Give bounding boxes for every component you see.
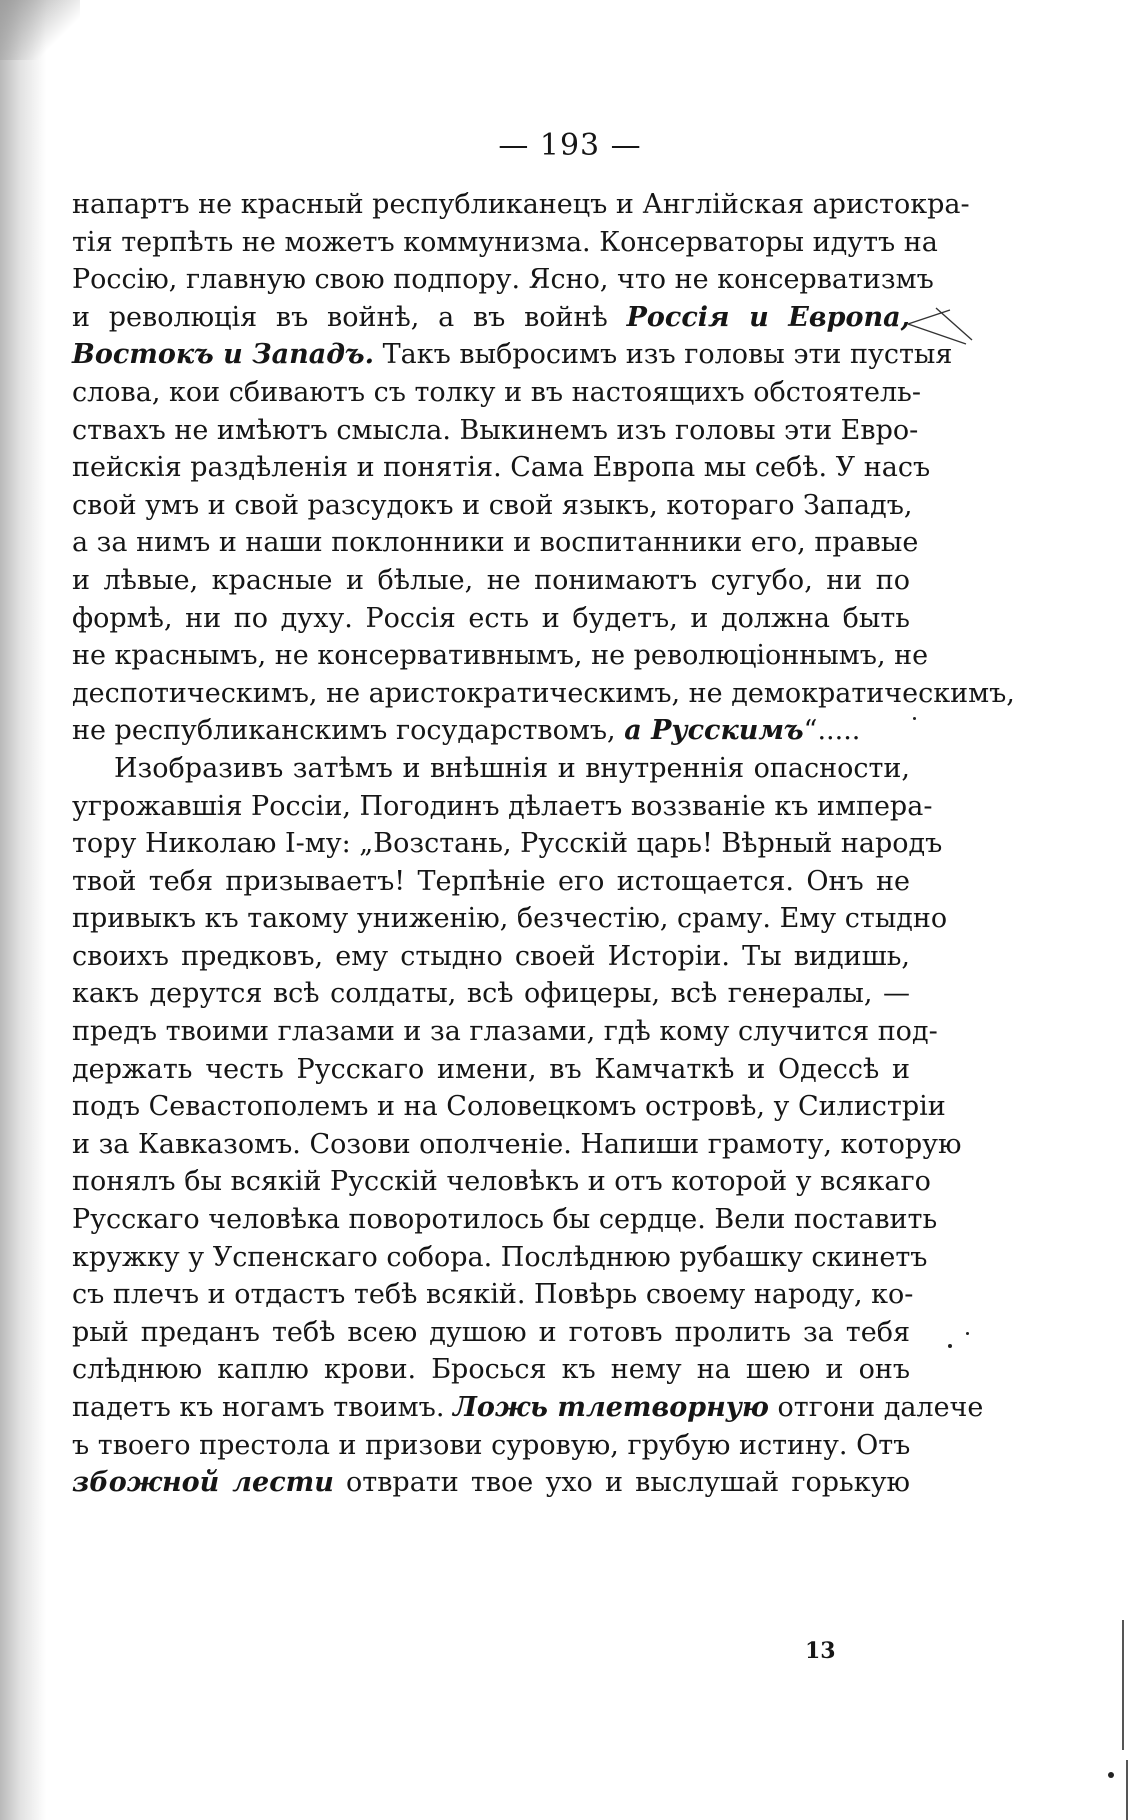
text-line: слова, кои сбиваютъ съ толку и въ настоящихъ обстоятель- [72,376,921,408]
corner-shadow [0,0,80,60]
page-number: — 193 — [498,128,642,163]
text-line: ъ твоего престола и призови суровую, грубую истину. Отъ [72,1429,911,1461]
text-line: а за нимъ и наши поклонники и воспитанники его, правые [72,527,919,559]
paragraph-start-line: Изобразивъ затѣмъ и внѣшнія и внутреннія опасности, [114,752,910,784]
text-line: деспотическимъ, не аристократическимъ, не демократическимъ, [72,677,1015,709]
text-line: подъ Севастополемъ и на Соловецкомъ островѣ, у Силистріи [72,1091,946,1123]
text-line: кружку у Успенскаго собора. Послѣднюю рубашку скинетъ [72,1241,928,1273]
text-line: збожной лести отврати твое ухо и выслушай горькую [72,1467,910,1499]
text-line: и революція въ войнѣ, а въ войнѣ Россія и Европа, [72,301,910,333]
paper-speck [1108,1772,1114,1778]
text-line: предъ твоими глазами и за глазами, гдѣ кому случится под- [72,1016,938,1048]
text-line: не республиканскимъ государствомъ, а Русскимъ“..... [72,715,861,747]
pen-annotation-mark [906,300,980,350]
paper-speck [913,717,916,720]
text-line: какъ дерутся всѣ солдаты, всѣ офицеры, всѣ генералы, — [72,978,910,1010]
text-line: Россію, главную свою подпору. Ясно, что не консерватизмъ [72,264,934,296]
text-line: пейскія раздѣленія и понятія. Сама Европа мы себѣ. У насъ [72,452,931,484]
text-line: падетъ къ ногамъ твоимъ. Ложь тлетворную отгони далече [72,1392,984,1423]
text-line: напартъ не красный республиканецъ и Англійская аристокра- [72,189,970,220]
text-line: рый преданъ тебѣ всею душою и готовъ пролить за тебя [72,1316,910,1348]
text-line: держать честь Русскаго имени, въ Камчаткѣ и Одессѣ и [72,1053,910,1085]
text-line: свой умъ и свой разсудокъ и свой языкъ, котораго Западъ, [72,489,913,521]
text-line: тія терпѣть не можетъ коммунизма. Консерваторы идутъ на [72,226,938,258]
text-line: привыкъ къ такому униженію, безчестію, сраму. Ему стыдно [72,903,948,935]
text-line: не краснымъ, не консервативнымъ, не революціоннымъ, не [72,640,929,672]
text-line: и за Кавказомъ. Созови ополченіе. Напиши грамоту, которую [72,1128,962,1160]
text-line: формѣ, ни по духу. Россія есть и будетъ, и должна быть [72,602,910,634]
page-edge-line [1122,1620,1124,1750]
page-edge-shadow [0,0,46,1820]
text-line: угрожавшія Россіи, Погодинъ дѣлаетъ воззваніе къ импера- [72,790,933,822]
paper-speck [966,1332,969,1335]
text-line: Востокъ и Западъ. Такъ выбросимъ изъ головы эти пустыя [72,339,953,371]
text-line: своихъ предковъ, ему стыдно своей Исторіи. Ты видишь, [72,940,910,972]
signature-mark: 13 [805,1638,836,1664]
text-line: твой тебя призываетъ! Терпѣніе его истощается. Онъ не [72,865,910,897]
paper-speck [948,1344,952,1348]
text-line: ствахъ не имѣютъ смысла. Выкинемъ изъ головы эти Евро- [72,414,919,446]
text-line: слѣднюю каплю крови. Бросься къ нему на шею и онъ [72,1354,910,1386]
text-line: и лѣвые, красные и бѣлые, не понимаютъ сугубо, ни по [72,564,910,596]
text-line: съ плечъ и отдастъ тебѣ всякій. Повѣрь своему народу, ко- [72,1279,914,1311]
page-edge-line [1126,1760,1128,1820]
text-line: тору Николаю I-му: „Возстань, Русскій царь! Вѣрный народъ [72,828,943,860]
text-line: понялъ бы всякій Русскій человѣкъ и отъ которой у всякаго [72,1166,931,1198]
page-body-text [72,186,1015,1502]
text-line: Русскаго человѣка поворотилось бы сердце. Вели поставить [72,1204,938,1236]
